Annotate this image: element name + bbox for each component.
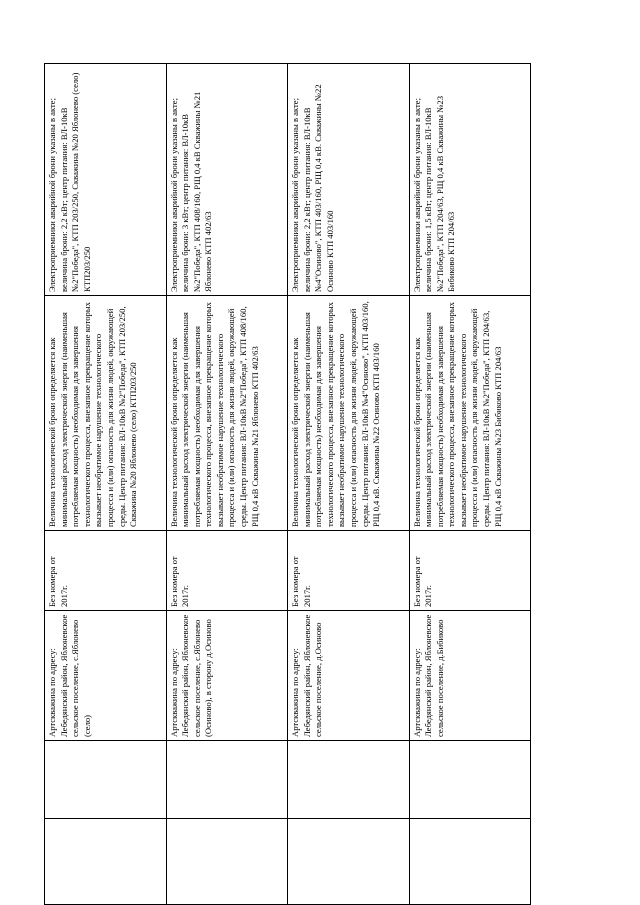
- object-cell: Артскважина по адресу: Лебедянский район, Яблоневское сельское поселение, с.Яблонево (Осиново), в сторону д.Осиново: [166, 611, 288, 741]
- table-row: [409, 64, 531, 905]
- empty-cell: [288, 819, 410, 905]
- number-cell: Без номера от 2017г.: [288, 531, 410, 611]
- rotated-table-wrapper: [44, 64, 531, 905]
- empty-cell: [409, 819, 531, 905]
- empty-cell: [45, 819, 167, 905]
- empty-cell: [45, 741, 167, 819]
- tech-armor-cell: Величина технологической брони определяется как минимальный расход электрической энергии (наименьшая потребляемая мощность) необходимая для завершения технологического процесса, внезапное прекращение которых вызывает необратимое нарушение технологического процесса и (или) опасность для жизни людей, окружающей среды. Центр питания: ВЛ-10кВ №4"Осиново", КТП 403/160, РЩ 0,4 кВ. Скважины №22 Осиново КТП 403/160: [288, 296, 410, 531]
- table-row: [288, 64, 410, 905]
- table-row: [45, 64, 167, 905]
- armor-table: [44, 63, 531, 905]
- tech-armor-cell: Величина технологической брони определяется как минимальный расход электрической энергии (наименьшая потребляемая мощность) необходимая для завершения технологического процесса, внезапное прекращение которых вызывает необратимое нарушение технологического процесса и (или) опасность для жизни людей, окружающей среды. Центр питания: ВЛ-10кВ №2"Победа", КТП 204/63, РЩ 0,4 кВ Скважины №23 Бибиково КТП 204/63: [409, 296, 531, 531]
- table-row: [166, 64, 288, 905]
- empty-cell: [409, 741, 531, 819]
- number-cell: Без номера от 2017г.: [45, 531, 167, 611]
- empty-cell: [166, 741, 288, 819]
- tech-armor-cell: Величина технологической брони определяется как минимальный расход электрической энергии (наименьшая потребляемая мощность) необходимая для завершения технологического процесса, внезапное прекращение которых вызывает необратимое нарушение технологического процесса и (или) опасность для жизни людей, окружающей среды. Центр питания: ВЛ-10кВ №2"Победа", КТП 408/160, РЩ 0,4 кВ Скважины №21 Яблонево КТП 402/63: [166, 296, 288, 531]
- number-cell: Без номера от 2017г.: [409, 531, 531, 611]
- empty-cell: [166, 819, 288, 905]
- object-cell: Артскважина по адресу: Лебедянский район, Яблоневское сельское поселение, с.Яблонево (село): [45, 611, 167, 741]
- object-cell: Артскважина по адресу: Лебедянский район, Яблоневское сельское поселение, д.Бибиково: [409, 611, 531, 741]
- tech-armor-cell: Величина технологической брони определяется как минимальный расход электрической энергии (наименьшая потребляемая мощность) необходимая для завершения технологического процесса, внезапное прекращение которых вызывает необратимое нарушение технологического процесса и (или) опасность для жизни людей, окружающей среды. Центр питания: ВЛ-10кВ №2"Победа", КТП 203/250, Скважина №20 Яблонево (село) КТП203/250: [45, 296, 167, 531]
- emergency-armor-cell: Электроприемники аварийной брони указаны в акте; величина брони: 3 кВт; центр питания: ВЛ-10кВ №2"Победа", КТП 408/160, РЩ 0,4 кВ Скважины №21 Яблонево КТП 402/63: [166, 64, 288, 296]
- object-cell: Артскважина по адресу: Лебедянский район, Яблоневское сельское поселение, д.Осиново: [288, 611, 410, 741]
- emergency-armor-cell: Электроприемники аварийной брони указаны в акте; величина брони: 2,2 кВт; центр питания: ВЛ-10кВ №4"Осиново", КТП 403/160, РЩ 0,4 кВ. Скважины №22 Осиново КТП 403/160: [288, 64, 410, 296]
- number-cell: Без номера от 2017г.: [166, 531, 288, 611]
- empty-cell: [288, 741, 410, 819]
- emergency-armor-cell: Электроприемники аварийной брони указаны в акте; величина брони: 2,2 кВт; центр питания: ВЛ-10кВ №2"Победа", КТП 203/250, Скважина №20 Яблонево (село) КТП203/250: [45, 64, 167, 296]
- emergency-armor-cell: Электроприемники аварийной брони указаны в акте; величина брони: 1,5 кВт; центр питания: ВЛ-10кВ №2"Победа", КТП 204/63, РЩ 0,4 кВ Скважины №23 Бибиково КТП 204/63: [409, 64, 531, 296]
